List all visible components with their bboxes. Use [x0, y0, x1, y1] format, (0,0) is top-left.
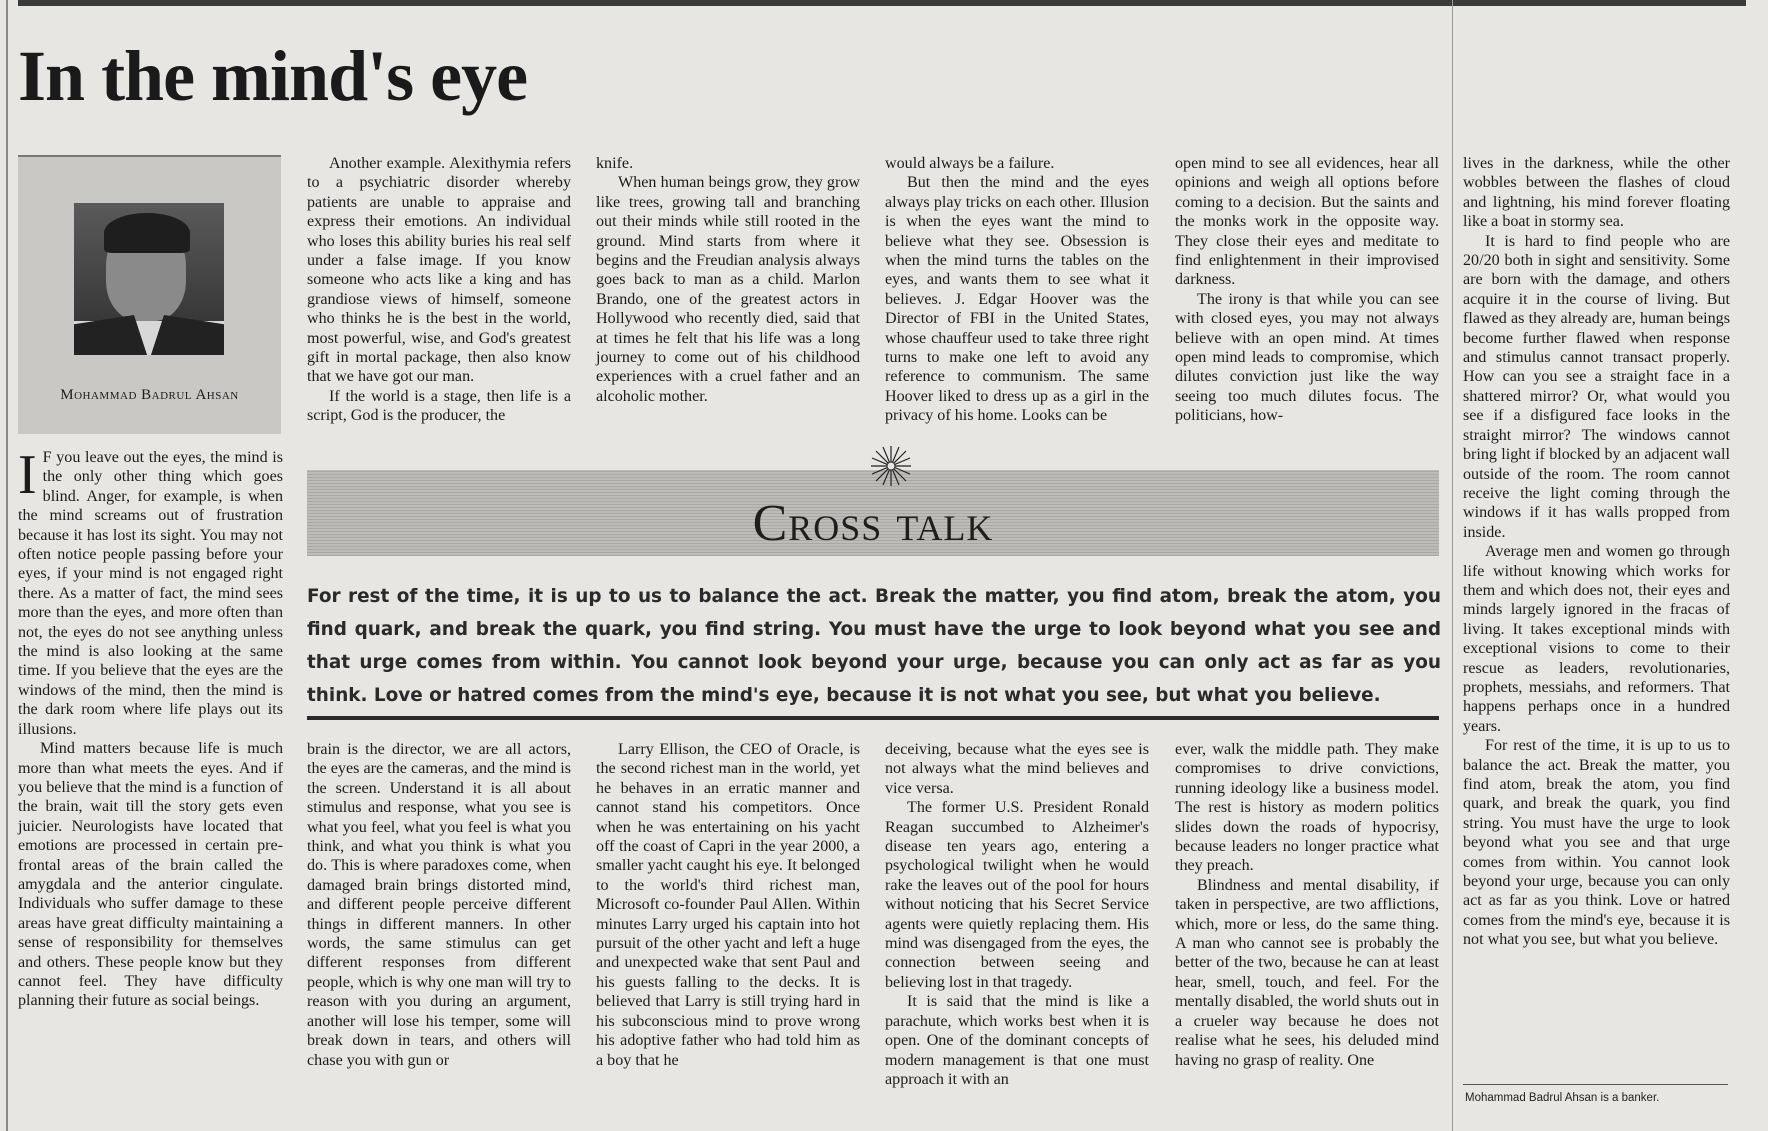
column-6	[1463, 154, 1730, 950]
column-4-top	[885, 154, 1149, 426]
crosstalk-title: Cross talk	[752, 495, 994, 552]
drop-cap: I	[18, 444, 37, 506]
column-3-bottom	[596, 740, 860, 1070]
paragraph: It is said that the mind is like a parachute, which works best when it is open. One of the dominant concepts of modern management is that one must approach it with an	[885, 993, 1149, 1088]
column-divider	[1452, 0, 1453, 1131]
pull-quote-rule	[307, 716, 1439, 720]
author-photo	[74, 203, 224, 355]
paragraph: deceiving, because what the eyes see is not always what the mind believes and vice versa.	[885, 741, 1149, 797]
paragraph: I F you leave out the eyes, the mind is the only other thing which goes blind. Anger, for example, is when the mind screams out of frustration because it has lost its sight. You may not often notice people passing before your eyes, if your mind is not engaged right there. As a matter of fact, the mind sees more than the eyes, and more often than not, the eyes do not see anything unless the mind is also looking at the same time. If you believe that the eyes are the windows of the mind, then the mind is the dark room where life plays out its illusions.	[18, 444, 283, 738]
paragraph: The irony is that while you can see with closed eyes, you may not always believe with an open mind. At times open mind leads to compromise, which dilutes conviction just like the way seeing too much dilutes focus. The politicians, how-	[1175, 290, 1439, 425]
paragraph: Mind matters because life is much more than what meets the eyes. And if you believe that the mind is a function of the brain, wait till the story gets even juicier. Neurologists have located that emotions are processed in certain pre-frontal areas of the brain called the amygdala and the anterior cingulate. Individuals who suffer damage to these areas have great difficulty maintaining a sense of responsibility for themselves and others. These people know but they cannot feel. They have difficulty planning their future as social beings.	[18, 740, 283, 1010]
paragraph: knife.	[596, 155, 634, 172]
column-2-bottom	[307, 740, 571, 1070]
paragraph: Blindness and mental disability, if taken in perspective, are two afflictions, which, more or less, do the same thing. A man who cannot see is probably the better of the two, because he can at least hear, smell, touch, and feel. For the mentally disabled, the world shuts out in a crueler way because he does not realise what he sees, his deluded mind having no grasp of reality. One	[1175, 876, 1439, 1069]
column-1	[18, 444, 283, 1011]
pull-quote: For rest of the time, it is up to us to balance the act. Break the matter, you find atom, break the atom, you find quark, and break the quark, you find string. You must have the urge to look beyond what you see and that urge comes from within. You cannot look beyond your urge, because you can only act as far as you think. Love or hatred comes from the mind's eye, because it is not what you see, but what you believe.	[307, 586, 1441, 706]
paragraph: The former U.S. President Ronald Reagan succumbed to Alzheimer's disease ten years ago, entering a psychological twilight when he would rake the leaves out of the pool for hours without noticing that his Secret Service agents were quietly replacing them. His mind was disengaged from the eyes, the connection between seeing and believing lost in that tragedy.	[885, 799, 1149, 991]
headline: In the mind's eye	[18, 36, 528, 116]
paragraph: open mind to see all evidences, hear all opinions and weigh all options before coming to a decision. But the saints and the monks work in the opposite way. They close their eyes and meditate to find enlightenment in their improvised darkness.	[1175, 155, 1439, 289]
column-5-bottom	[1175, 740, 1439, 1070]
paragraph: It is hard to find people who are 20/20 both in sight and sensitivity. Some are born with the damage, and others acquire it in the course of living. But flawed as they already are, human beings become further flawed when response and stimulus cannot transact properly. How can you see a straight face in a shattered mirror? Or, what would you see if a disfigured face looks in the straight mirror? The windows cannot bring light if blocked by an adjacent wall outside of the room. The room cannot receive the light coming through the windows if it has walls propped from inside.	[1463, 232, 1730, 541]
paragraph: If the world is a stage, then life is a script, God is the producer, the	[307, 387, 571, 425]
paragraph: would always be a failure.	[885, 155, 1055, 172]
paragraph: Larry Ellison, the CEO of Oracle, is the second richest man in the world, yet he behaves in an erratic manner and cannot stand his competitors. Once when he was entertaining on his yacht off the coast of Capri in the year 2000, a smaller yacht caught his eye. It belonged to the world's third richest man, Microsoft co-founder Paul Allen. Within minutes Larry urged his captain into hot pursuit of the other yacht and left a huge and unexpected wake that sent Paul and his guests falling to the decks. It is believed that Larry is still trying hard in his subconscious mind to prove wrong his adoptive father who had told him as a boy that he	[596, 741, 860, 1069]
column-2-top	[307, 154, 571, 426]
starburst-icon	[871, 446, 911, 486]
paragraph: lives in the darkness, while the other wobbles between the flashes of cloud and lightning, his mind forever floating like a boat in stormy sea.	[1463, 155, 1730, 231]
paragraph: When human beings grow, they grow like trees, growing tall and branching out their minds while still rooted in the ground. Mind starts from where it begins and the Freudian analysis always goes back to man as a child. Marlon Brando, one of the greatest actors in Hollywood who recently died, said that at times he felt that his life was a long journey to come out of his childhood experiences with a cruel father and an alcoholic mother.	[596, 174, 860, 405]
paragraph: brain is the director, we are all actors, the eyes are the cameras, and the mind is the screen. Understand it is all about stimulus and response, what you see is what you feel, what you feel is what you think, and what you think is what you do. This is where paradoxes come, when damaged brain brings distorted mind, and different people perceive different things in different manners. In other words, the same stimulus can get different responses from different people, which is why one man will try to reason with you during an argument, another will lose his temper, some will break down in tears, and others will chase you with gun or	[307, 741, 571, 1069]
paragraph: Another example. Alexithymia refers to a psychiatric disorder whereby patients are unable to appraise and express their emotions. An individual who loses this ability buries his real self under a false image. If you know someone who acts like a king and has grandiose views of himself, someone who thinks he is the best in the world, most powerful, wise, and God's greatest gift in mortal package, then also know that we have got our man.	[307, 155, 571, 386]
column-5-top	[1175, 154, 1439, 426]
column-4-bottom	[885, 740, 1149, 1089]
column-3-top	[596, 154, 860, 406]
author-name: Mohammad Badrul Ahsan	[60, 387, 239, 403]
top-rule	[18, 0, 1746, 6]
paragraph: Average men and women go through life without knowing which works for them and which does not, their eyes and minds largely ignored in the fracas of living. It takes exceptional minds with exceptional visions to come to their rescue as leaders, revolutionaries, prophets, messiahs, and reformers. That happens perhaps once in a hundred years.	[1463, 543, 1730, 735]
paragraph: ever, walk the middle path. They make compromises to drive convictions, running ideology like a business model. The rest is history as modern politics slides down the roads of hypocrisy, because leaders no longer practice what they preach.	[1175, 741, 1439, 875]
author-bio: Mohammad Badrul Ahsan is a banker.	[1465, 1092, 1660, 1104]
paragraph: But then the mind and the eyes always play tricks on each other. Illusion is when the eyes want the mind to believe what they see. Obsession is when the mind turns the tables on the eyes, and wants them to see what it believes. J. Edgar Hoover was the Director of FBI in the United States, whose chauffeur used to take three right turns to make one left to avoid any reference to communism. The same Hoover liked to dress up as a girl in the privacy of his home. Looks can be	[885, 174, 1149, 425]
paragraph: For rest of the time, it is up to us to balance the act. Break the matter, you find atom, break the atom, you find quark, and break the quark, you find string. You must have the urge to look beyond what you see and that urge comes from within. You cannot look beyond your urge, because you can only act as far as you think. Love or hatred comes from the mind's eye, because it is not what you see, but what you believe.	[1463, 737, 1730, 949]
bio-rule	[1463, 1084, 1728, 1085]
left-rule	[6, 0, 8, 1131]
author-box	[18, 155, 281, 434]
